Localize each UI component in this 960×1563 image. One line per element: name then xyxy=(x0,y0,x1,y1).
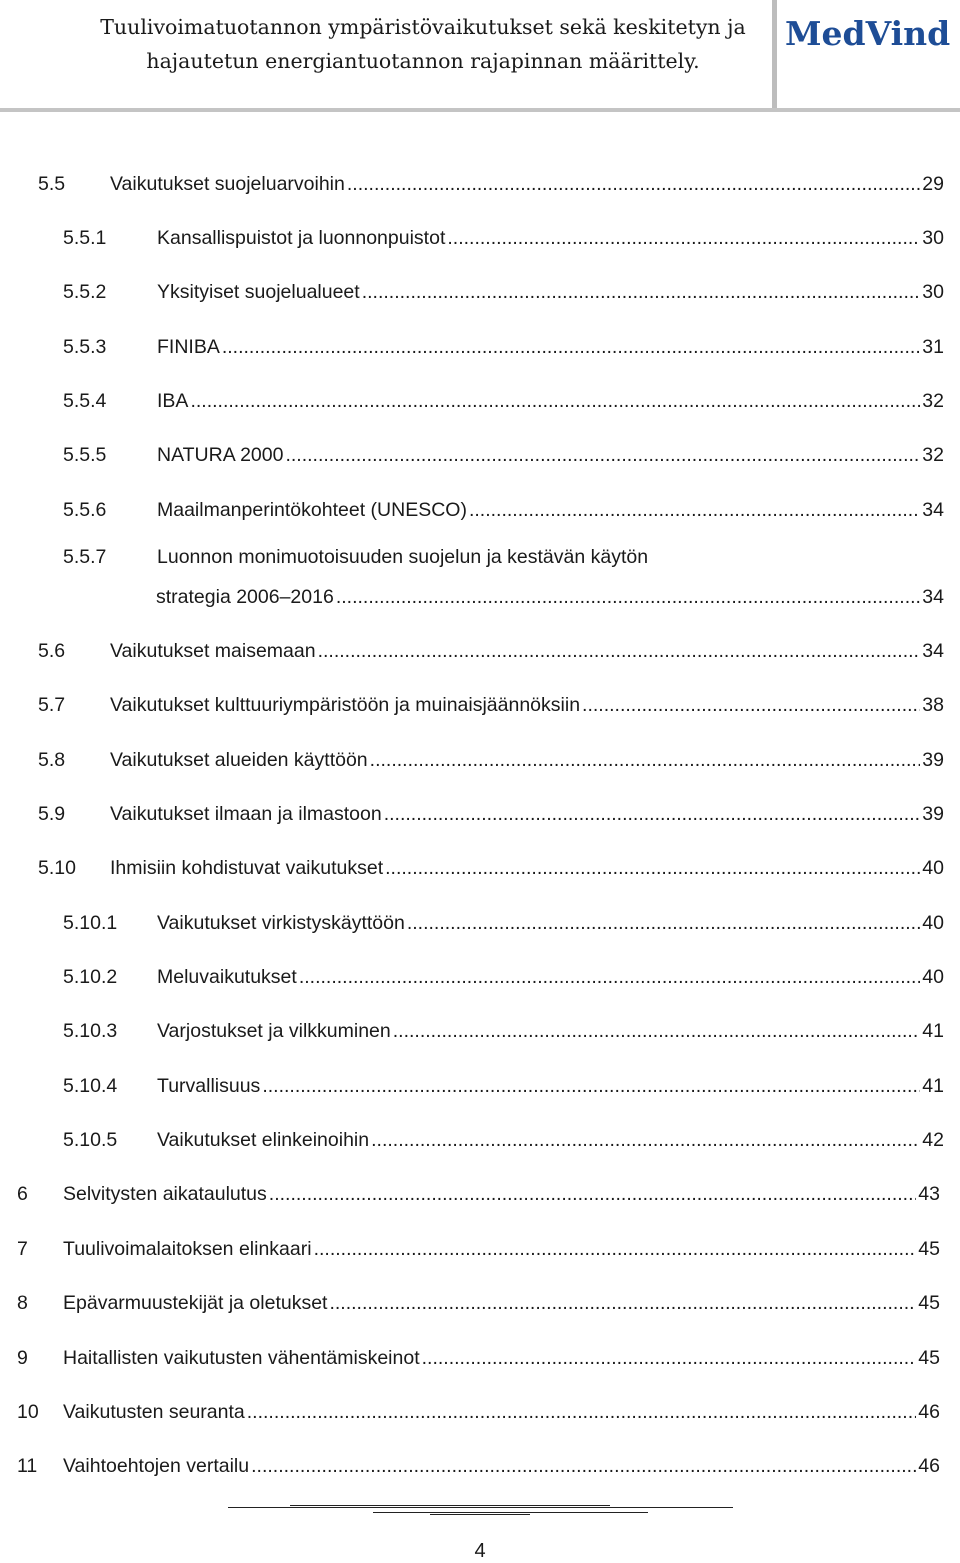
toc-entry-page: 40 xyxy=(922,857,944,879)
header-rule xyxy=(0,108,960,112)
toc-entry-page: 45 xyxy=(918,1238,940,1260)
toc-entry-label: Ihmisiin kohdistuvat vaikutukset xyxy=(110,857,384,879)
toc-entry-number: 5.5.3 xyxy=(63,336,107,358)
toc-entry[interactable] xyxy=(17,1231,940,1261)
toc-dot-leader xyxy=(336,586,920,609)
toc-entry-number: 5.10.2 xyxy=(63,966,118,988)
toc-entry[interactable] xyxy=(17,1340,940,1370)
toc-entry-label: IBA xyxy=(157,390,189,412)
toc-entry[interactable] xyxy=(38,687,944,717)
toc-dot-leader xyxy=(407,912,920,935)
toc-entry-page: 32 xyxy=(922,390,944,412)
toc-entry-page: 30 xyxy=(922,281,944,303)
toc-entry[interactable] xyxy=(63,492,944,522)
toc-entry[interactable] xyxy=(156,579,944,609)
toc-entry-page: 42 xyxy=(922,1129,944,1151)
toc-dot-leader xyxy=(447,227,920,250)
toc-entry-page: 29 xyxy=(922,173,944,195)
toc-entry[interactable] xyxy=(17,1448,940,1478)
toc-entry-label: Vaikutukset alueiden käyttöön xyxy=(110,749,368,771)
toc-entry[interactable] xyxy=(17,1285,940,1315)
toc-entry-label: Vaikutukset elinkeinoihin xyxy=(157,1129,370,1151)
toc-dot-leader xyxy=(370,749,921,772)
toc-entry-page: 39 xyxy=(922,749,944,771)
toc-dot-leader xyxy=(314,1238,917,1261)
toc-dot-leader xyxy=(469,499,920,522)
toc-entry-page: 45 xyxy=(918,1292,940,1314)
toc-entry-number: 5.5.4 xyxy=(63,390,107,412)
toc-entry-label: strategia 2006–2016 xyxy=(156,586,334,608)
toc-entry-page: 38 xyxy=(922,694,944,716)
toc-entry-page: 30 xyxy=(922,227,944,249)
toc-entry-number: 5.10 xyxy=(38,857,76,879)
page-header xyxy=(0,0,960,110)
toc-entry-number: 5.10.3 xyxy=(63,1020,118,1042)
toc-entry-label: FINIBA xyxy=(157,336,220,358)
toc-entry-number: 5.5.1 xyxy=(63,227,107,249)
footer-line xyxy=(290,1505,610,1506)
toc-entry-label: Turvallisuus xyxy=(157,1075,261,1097)
toc-dot-leader xyxy=(262,1075,920,1098)
toc-entry-number: 9 xyxy=(17,1347,28,1369)
toc-entry-line xyxy=(63,546,648,576)
toc-entry-label: Luonnon monimuotoisuuden suojelun ja kestävän käytön xyxy=(157,546,649,568)
toc-entry[interactable] xyxy=(63,329,944,359)
toc-entry[interactable] xyxy=(63,959,944,989)
toc-entry-number: 8 xyxy=(17,1292,28,1314)
toc-entry[interactable] xyxy=(38,166,944,196)
toc-dot-leader xyxy=(251,1455,916,1478)
toc-entry-page: 46 xyxy=(918,1401,940,1423)
toc-entry-label: Haitallisten vaikutusten vähentämiskeinot xyxy=(63,1347,420,1369)
page-number: 4 xyxy=(474,1540,486,1562)
toc-entry-page: 32 xyxy=(922,444,944,466)
toc-entry-page: 34 xyxy=(922,586,944,608)
toc-entry-page: 39 xyxy=(922,803,944,825)
document-title-line-1: Tuulivoimatuotannon ympäristövaikutukset sekä keskitetyn ja xyxy=(100,15,746,39)
toc-entry-page: 46 xyxy=(918,1455,940,1477)
toc-entry-label: Selvitysten aikataulutus xyxy=(63,1183,267,1205)
toc-entry-page: 34 xyxy=(922,640,944,662)
toc-entry-label: Varjostukset ja vilkkuminen xyxy=(157,1020,391,1042)
toc-entry-label: Vaihtoehtojen vertailu xyxy=(63,1455,250,1477)
toc-entry-label: Yksityiset suojelualueet xyxy=(157,281,360,303)
toc-entry-label: Epävarmuustekijät ja oletukset xyxy=(63,1292,328,1314)
toc-entry[interactable] xyxy=(63,1068,944,1098)
toc-entry-page: 41 xyxy=(922,1020,944,1042)
toc-entry-number: 7 xyxy=(17,1238,28,1260)
toc-entry-page: 40 xyxy=(922,966,944,988)
document-title xyxy=(78,10,768,78)
toc-dot-leader xyxy=(318,640,921,663)
toc-entry-page: 34 xyxy=(922,499,944,521)
footer-line xyxy=(228,1507,733,1508)
toc-entry[interactable] xyxy=(17,1176,940,1206)
toc-entry-number: 5.5.7 xyxy=(63,546,107,568)
toc-entry[interactable] xyxy=(17,1394,940,1424)
toc-entry[interactable] xyxy=(63,905,944,935)
toc-entry-label: Vaikutukset maisemaan xyxy=(110,640,316,662)
toc-dot-leader xyxy=(422,1347,917,1370)
toc-dot-leader xyxy=(347,173,920,196)
toc-entry-label: Vaikutukset kulttuuriympäristöön ja muinaisjäännöksiin xyxy=(110,694,581,716)
toc-entry-number: 5.8 xyxy=(38,749,66,771)
footer-line xyxy=(430,1514,530,1515)
toc-entry-number: 5.5.6 xyxy=(63,499,107,521)
toc-dot-leader xyxy=(222,336,920,359)
toc-dot-leader xyxy=(582,694,920,717)
medvind-logo: MedVind xyxy=(785,14,951,53)
toc-entry-label: Kansallispuistot ja luonnonpuistot xyxy=(157,227,446,249)
toc-dot-leader xyxy=(384,803,921,826)
toc-entry-number: 5.5.5 xyxy=(63,444,107,466)
toc-entry-number: 5.5.2 xyxy=(63,281,107,303)
toc-entry-number: 5.6 xyxy=(38,640,66,662)
toc-entry-number: 5.5 xyxy=(38,173,66,195)
toc-entry[interactable] xyxy=(38,633,944,663)
header-divider xyxy=(772,0,777,108)
toc-entry-number: 5.9 xyxy=(38,803,66,825)
toc-dot-leader xyxy=(385,857,920,880)
toc-entry[interactable] xyxy=(38,742,944,772)
toc-entry[interactable] xyxy=(63,437,944,467)
toc-dot-leader xyxy=(190,390,920,413)
toc-dot-leader xyxy=(371,1129,920,1152)
toc-entry-page: 43 xyxy=(918,1183,940,1205)
footer-line xyxy=(373,1512,648,1513)
toc-entry-label: Vaikutusten seuranta xyxy=(63,1401,245,1423)
toc-entry[interactable] xyxy=(63,1122,944,1152)
toc-entry[interactable] xyxy=(38,796,944,826)
toc-dot-leader xyxy=(299,966,920,989)
toc-dot-leader xyxy=(269,1183,917,1206)
toc-entry-number: 5.10.4 xyxy=(63,1075,118,1097)
document-title-line-2: hajautetun energiantuotannon rajapinnan määrittely. xyxy=(146,49,700,73)
toc-dot-leader xyxy=(247,1401,917,1424)
toc-entry[interactable] xyxy=(63,383,944,413)
toc-entry-page: 40 xyxy=(922,912,944,934)
toc-entry-label: Vaikutukset ilmaan ja ilmastoon xyxy=(110,803,382,825)
toc-entry-label: NATURA 2000 xyxy=(157,444,284,466)
toc-dot-leader xyxy=(393,1020,921,1043)
toc-dot-leader xyxy=(285,444,920,467)
toc-entry[interactable] xyxy=(63,1013,944,1043)
toc-entry-page: 45 xyxy=(918,1347,940,1369)
toc-dot-leader xyxy=(329,1292,916,1315)
toc-dot-leader xyxy=(362,281,921,304)
toc-entry-page: 41 xyxy=(922,1075,944,1097)
toc-entry[interactable] xyxy=(63,274,944,304)
toc-entry-number: 6 xyxy=(17,1183,28,1205)
toc-entry-label: Vaikutukset suojeluarvoihin xyxy=(110,173,345,195)
toc-entry-number: 5.10.1 xyxy=(63,912,118,934)
toc-entry-label: Meluvaikutukset xyxy=(157,966,297,988)
toc-entry[interactable] xyxy=(63,220,944,250)
toc-entry-number: 5.10.5 xyxy=(63,1129,118,1151)
toc-entry-label: Vaikutukset virkistyskäyttöön xyxy=(157,912,405,934)
toc-entry-label: Maailmanperintökohteet (UNESCO) xyxy=(157,499,467,521)
toc-entry-number: 11 xyxy=(17,1455,38,1477)
toc-entry[interactable] xyxy=(38,850,944,880)
toc-entry-number: 10 xyxy=(17,1401,39,1423)
toc-entry-number: 5.7 xyxy=(38,694,66,716)
toc-entry-label: Tuulivoimalaitoksen elinkaari xyxy=(63,1238,312,1260)
toc-entry-page: 31 xyxy=(922,336,944,358)
